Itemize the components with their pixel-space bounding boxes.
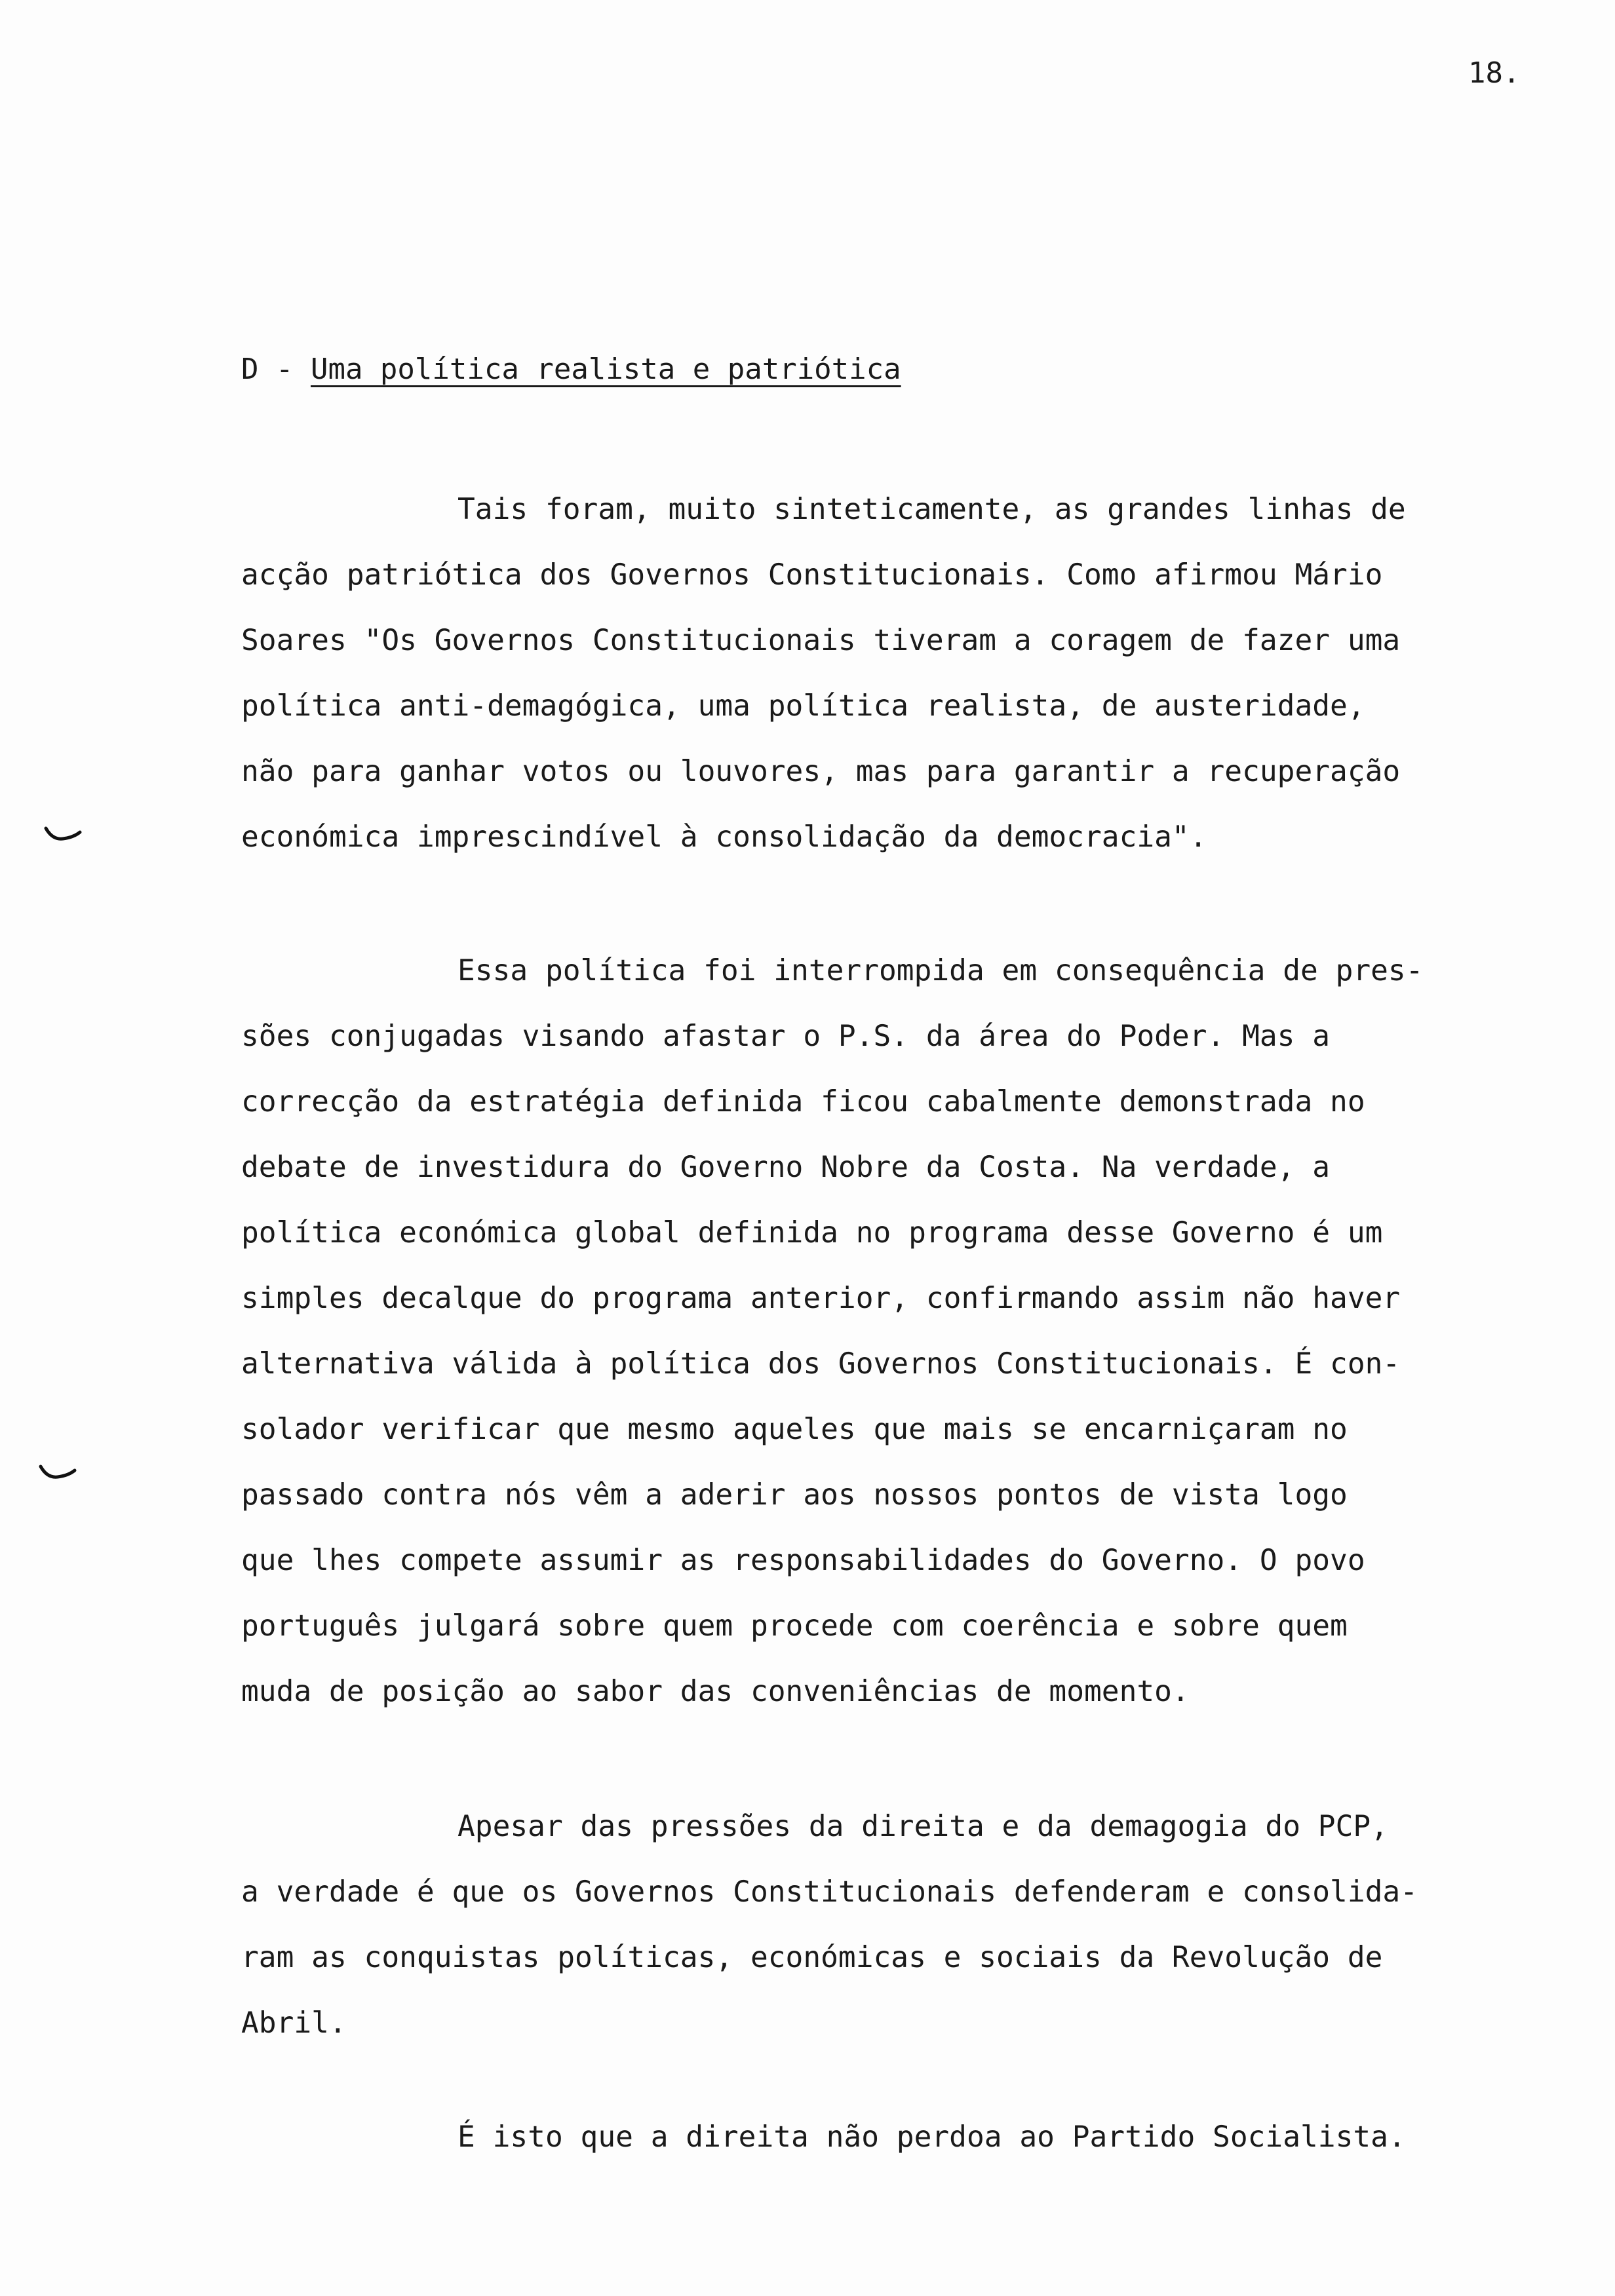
paragraph-line: política anti-demagógica, uma política realista, de austeridade, [241,689,1365,723]
paragraph-4 [241,2105,1552,2170]
paragraph-line: Tais foram, muito sinteticamente, as grandes linhas de [457,493,1406,526]
paragraph-line: Soares "Os Governos Constitucionais tiveram a coragem de fazer uma [241,624,1401,657]
paragraph-line: política económica global definida no programa desse Governo é um [241,1216,1383,1250]
paragraph-line: económica imprescindível à consolidação da democracia". [241,820,1207,854]
paragraph-line: simples decalque do programa anterior, confirmando assim não haver [241,1282,1401,1315]
paragraph-line: ram as conquistas políticas, económicas e sociais da Revolução de [241,1941,1383,1974]
section-heading [241,353,901,386]
paragraph-line: português julgará sobre quem procede com coerência e sobre quem [241,1609,1348,1643]
paragraph-line: Abril. [241,2006,347,2040]
paragraph-line: sões conjugadas visando afastar o P.S. da área do Poder. Mas a [241,1020,1331,1053]
paragraph-1 [241,477,1552,870]
paragraph-line: que lhes compete assumir as responsabilidades do Governo. O povo [241,1544,1365,1577]
margin-check-mark [43,824,83,844]
margin-check-mark [38,1463,77,1482]
paragraph-line: É isto que a direita não perdoa ao Partido Socialista. [457,2120,1406,2154]
paragraph-line: solador verificar que mesmo aqueles que mais se encarniçaram no [241,1413,1348,1446]
paragraph-line: Apesar das pressões da direita e da demagogia do PCP, [457,1810,1388,1843]
paragraph-line: muda de posição ao sabor das conveniências de momento. [241,1675,1190,1708]
page-number: 18. [1468,56,1521,90]
paragraph-3 [241,1794,1552,2056]
paragraph-line: debate de investidura do Governo Nobre da Costa. Na verdade, a [241,1151,1331,1184]
paragraph-line: alternativa válida à política dos Governos Constitucionais. É con- [241,1347,1401,1381]
section-heading-prefix: D - [241,353,311,386]
section-heading-title: Uma política realista e patriótica [310,353,901,386]
paragraph-line: passado contra nós vêm a aderir aos nossos pontos de vista logo [241,1478,1348,1512]
paragraph-line: não para ganhar votos ou louvores, mas para garantir a recuperação [241,755,1401,788]
paragraph-line: Essa política foi interrompida em consequência de pres- [457,954,1424,987]
paragraph-line: acção patriótica dos Governos Constitucionais. Como afirmou Mário [241,558,1383,592]
paragraph-line: a verdade é que os Governos Constitucionais defenderam e consolida- [241,1875,1418,1909]
paragraph-line: correcção da estratégia definida ficou cabalmente demonstrada no [241,1085,1365,1119]
paragraph-2 [241,938,1552,1725]
